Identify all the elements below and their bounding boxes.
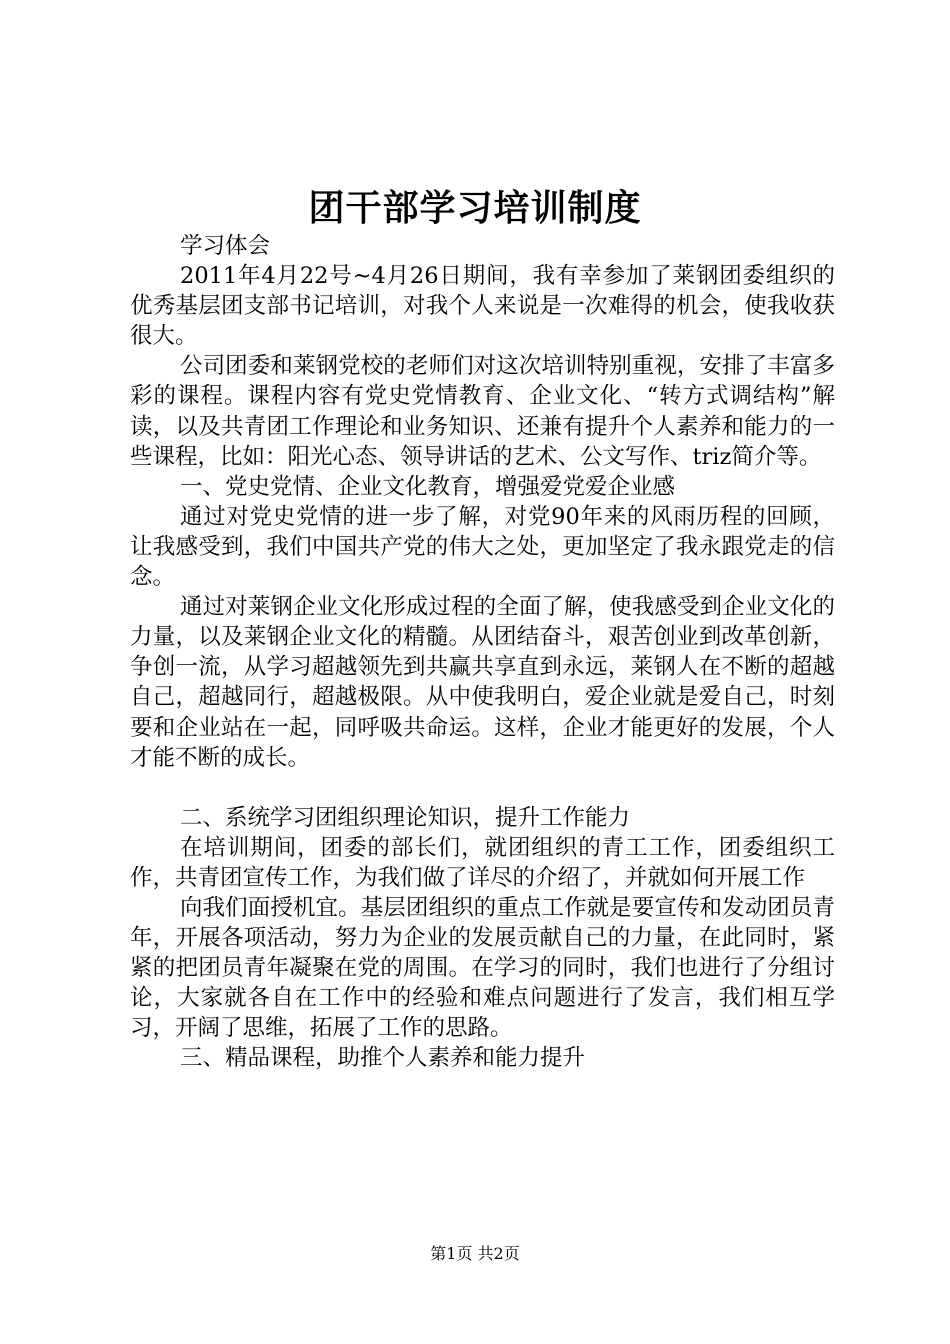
page-number: 第1页 共2页	[430, 1244, 520, 1263]
section-heading: 二、系统学习团组织理论知识，提升工作能力	[180, 804, 631, 831]
paragraph: 在培训期间，团委的部长们，就团组织的青工工作，团委组织工作，共青团宣传工作，为我们做了详尽的介绍了，并就如何开展工作	[130, 834, 835, 891]
section-heading: 三、精品课程，助推个人素养和能力提升	[180, 1045, 586, 1072]
paragraph: 向我们面授机宜。基层团组织的重点工作就是要宣传和发动团员青年，开展各项活动，努力为企业的发展贡献自己的力量，在此同时，紧紧的把团员青年凝聚在党的周围。在学习的同时，我们也进行了分组讨论，大家就各自在工作中的经验和难点问题进行了发言，我们相互学习，开阔了思维，拓展了工作的思路。	[130, 894, 835, 1042]
document-body	[130, 231, 835, 1074]
section-heading: 一、党史党情、企业文化教育，增强爱党爱企业感	[180, 473, 676, 500]
paragraph: 通过对莱钢企业文化形成过程的全面了解，使我感受到企业文化的力量，以及莱钢企业文化的精髓。从团结奋斗，艰苦创业到改革创新，争创一流，从学习超越领先到共赢共享直到永远，莱钢人在不断的超越自己，超越同行，超越极限。从中使我明白，爱企业就是爱自己，时刻要和企业站在一起，同呼吸共命运。这样，企业才能更好的发展，个人才能不断的成长。	[130, 594, 835, 771]
paragraph: 2011年4月22号~4月26日期间，我有幸参加了莱钢团委组织的优秀基层团支部书记培训，对我个人来说是一次难得的机会，使我收获很大。	[130, 263, 835, 350]
paragraph: 公司团委和莱钢党校的老师们对这次培训特别重视，安排了丰富多彩的课程。课程内容有党史党情教育、企业文化、“转方式调结构”解读，以及共青团工作理论和业务知识、还兼有提升个人素养和能力的一些课程，比如：阳光心态、领导讲话的艺术、公文写作、triz简介等。	[130, 353, 835, 470]
paragraph-subtitle: 学习体会	[180, 233, 271, 259]
document-title: 团干部学习培训制度	[308, 187, 642, 229]
paragraph: 通过对党史党情的进一步了解，对党90年来的风雨历程的回顾，让我感受到，我们中国共产党的伟大之处，更加坚定了我永跟党走的信念。	[130, 503, 835, 591]
